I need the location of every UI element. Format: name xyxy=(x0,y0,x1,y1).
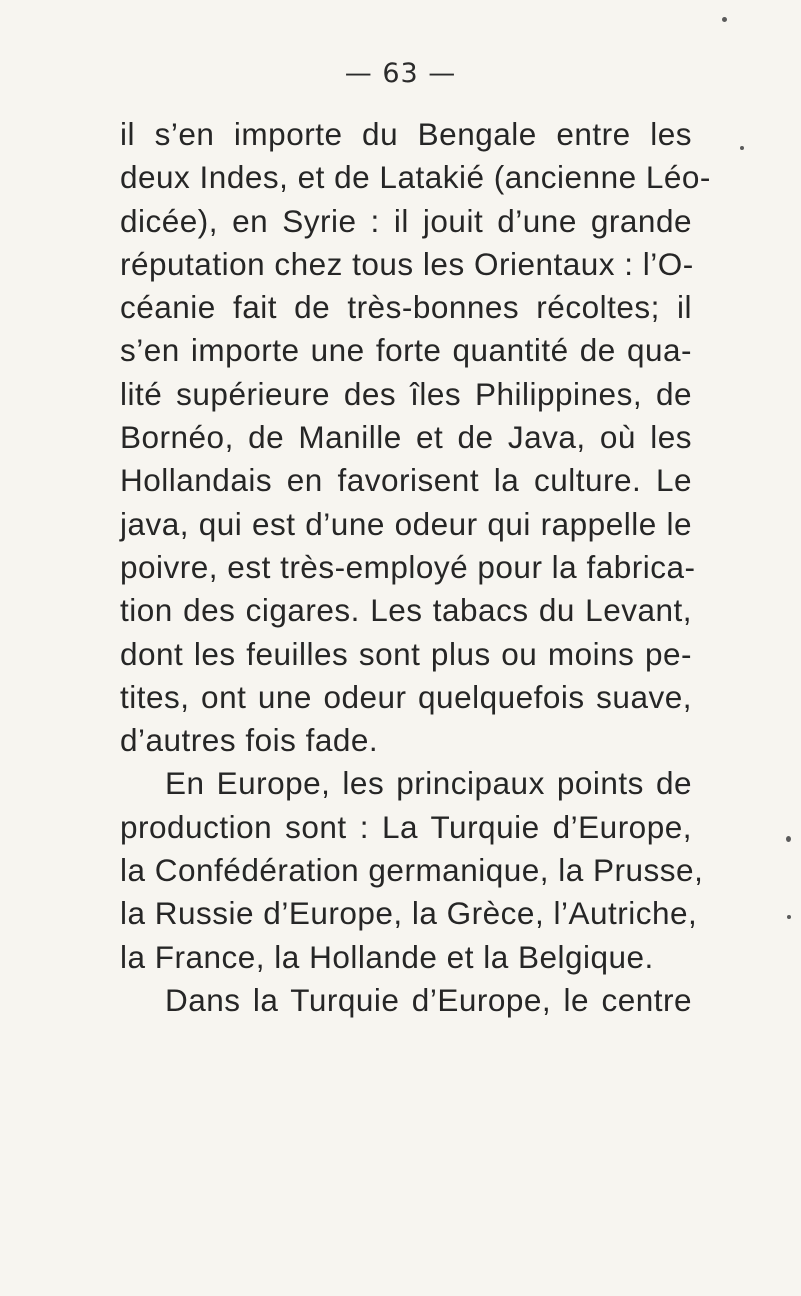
text-line: il s’en importe du Bengale entre les xyxy=(120,116,692,152)
text-line: dicée), en Syrie : il jouit d’une grande xyxy=(120,202,692,239)
text-line: réputation chez tous les Orientaux : l’O- xyxy=(120,245,694,282)
paper-speck xyxy=(786,836,791,842)
text-line: En Europe, les principaux points de xyxy=(165,765,692,802)
body-text xyxy=(120,113,711,1022)
text-line: Hollandais en favorisent la culture. Le xyxy=(120,462,692,499)
text-line: java, qui est d’une odeur qui rappelle le xyxy=(120,505,692,542)
paper-speck xyxy=(787,915,791,919)
text-line: tion des cigares. Les tabacs du Levant, xyxy=(120,592,692,629)
text-line: dont les feuilles sont plus ou moins pe- xyxy=(120,635,692,672)
text-line: Bornéo, de Manille et de Java, où les xyxy=(120,419,692,456)
text-line: d’autres fois fade. xyxy=(120,722,379,759)
text-line: production sont : La Turquie d’Europe, xyxy=(120,808,692,845)
paper-speck xyxy=(740,146,744,150)
text-line: la Russie d’Europe, la Grèce, l’Autriche, xyxy=(120,895,698,932)
text-line: la Confédération germanique, la Prusse, xyxy=(120,852,704,889)
page-number: — 63 — xyxy=(344,58,457,89)
text-line: tites, ont une odeur quelquefois suave, xyxy=(120,678,692,715)
text-line: s’en importe une forte quantité de qua- xyxy=(120,332,692,369)
paper-speck xyxy=(722,17,727,22)
text-line: lité supérieure des îles Philippines, de xyxy=(120,375,692,412)
text-line: la France, la Hollande et la Belgique. xyxy=(120,938,654,975)
text-line: deux Indes, et de Latakié (ancienne Léo- xyxy=(120,159,711,196)
text-line: céanie fait de très-bonnes récoltes; il xyxy=(120,289,692,326)
text-line: poivre, est très-employé pour la fabrica- xyxy=(120,548,696,585)
text-line: Dans la Turquie d’Europe, le centre xyxy=(165,981,692,1018)
